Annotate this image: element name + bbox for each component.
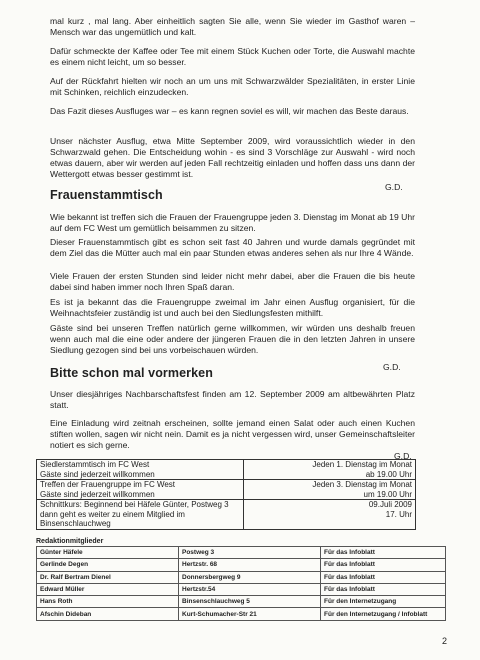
member-role: Für das Infoblatt bbox=[321, 559, 446, 571]
paragraph-frauen-treffen: Wie bekannt ist treffen sich die Frauen der Frauengruppe jeden 3. Dienstag im Monat ab 19 Uhr auf dem FC West um gemütlich beisammen zu sitzen. bbox=[50, 212, 415, 233]
table-cell: Siedlerstammtisch im FC West Gäste sind jederzeit willkommen bbox=[37, 460, 244, 480]
member-address: Postweg 3 bbox=[179, 547, 321, 559]
signature-gd-1: G.D. bbox=[385, 182, 403, 192]
paragraph-frauengruppe-ausflug: Es ist ja bekannt das die Frauengruppe zweimal im Jahr einen Ausflug organisiert, für die Weihnachtsfeier zuständig ist und auch bei den Siedlungsfesten mithilft. bbox=[50, 297, 415, 318]
member-role: Für das Infoblatt bbox=[321, 583, 446, 595]
table-cell: Jeden 1. Dienstag im Monat ab 19.00 Uhr bbox=[244, 460, 416, 480]
paragraph-frauenstammtisch-geschichte: Dieser Frauenstammtisch gibt es schon seit fast 40 Jahren und wurde damals gegründet mit dem Ziel das die Mütter auch mal ein paar Stunden etwas anderes sehen als nur Ihre 4 Wände. bbox=[50, 237, 415, 258]
table-cell: Schnittkurs: Beginnend bei Häfele Günter, Postweg 3 dann geht es weiter zu einem Mitglied im Binsenschlauchweg bbox=[37, 500, 244, 530]
member-name: Günter Häfele bbox=[37, 547, 179, 559]
member-name: Gerlinde Degen bbox=[37, 559, 179, 571]
signature-gd-2: G.D. bbox=[383, 362, 401, 372]
member-role: Für das Infoblatt bbox=[321, 547, 446, 559]
heading-vormerken: Bitte schon mal vormerken bbox=[50, 366, 213, 380]
member-name: Afschin Dideban bbox=[37, 608, 179, 620]
table-row bbox=[37, 583, 446, 595]
table-row bbox=[37, 480, 416, 500]
member-role: Für den Internetzugang bbox=[321, 596, 446, 608]
signature-gd-3: G.D. bbox=[394, 451, 412, 461]
redaktion-title: Redaktionmitglieder bbox=[36, 538, 104, 545]
member-role: Für den Internetzugang / Infoblatt bbox=[321, 608, 446, 620]
table-row bbox=[37, 559, 446, 571]
table-row bbox=[37, 547, 446, 559]
table-row bbox=[37, 596, 446, 608]
redaktion-table bbox=[36, 546, 446, 621]
paragraph-kaffee: Dafür schmeckte der Kaffee oder Tee mit einem Stück Kuchen oder Torte, die Auswahl machte es einem nicht leicht, um so besser. bbox=[50, 46, 415, 67]
member-name: Dr. Ralf Bertram Dienel bbox=[37, 571, 179, 583]
paragraph-rueckfahrt: Auf der Rückfahrt hielten wir noch an um uns mit Schwarzwälder Spezialitäten, in erster Linie mit Schinken, reichlich einzudecken. bbox=[50, 76, 415, 97]
paragraph-einladung: Eine Einladung wird zeitnah erscheinen, sollte jemand einen Salat oder auch einen Kuchen stiften wollen, sagen wir nicht nein. Damit es ja nicht vergessen wird, unser Gemeinschaftsleiter notiert es sich gerne. bbox=[50, 418, 415, 450]
table-row bbox=[37, 500, 416, 530]
table-cell: Treffen der Frauengruppe im FC West Gäste sind jederzeit willkommen bbox=[37, 480, 244, 500]
page-number: 2 bbox=[442, 636, 448, 646]
member-address: Binsenschlauchweg 5 bbox=[179, 596, 321, 608]
member-name: Hans Roth bbox=[37, 596, 179, 608]
paragraph-gaeste: Gäste sind bei unseren Treffen natürlich gerne willkommen, wir würden uns deshalb freuen wenn auch mal die eine oder andere der jüngeren Frauen die in den letzten Jahren in unsere Siedlung gezogen sind bei uns vorbeischauen würden. bbox=[50, 323, 415, 355]
member-role: Für das Infoblatt bbox=[321, 571, 446, 583]
paragraph-gasthof: mal kurz , mal lang. Aber einheitlich sagten Sie alle, wenn Sie wieder im Gasthof waren – Mensch war das ungemütlich und kalt. bbox=[50, 16, 415, 37]
table-row bbox=[37, 608, 446, 620]
table-cell: Jeden 3. Dienstag im Monat um 19.00 Uhr bbox=[244, 480, 416, 500]
member-address: Kurt-Schumacher-Str 21 bbox=[179, 608, 321, 620]
paragraph-viele-frauen: Viele Frauen der ersten Stunden sind leider nicht mehr dabei, aber die Frauen die bis heute dabei sind haben immer noch Ihren Spaß daran. bbox=[50, 271, 415, 292]
table-row bbox=[37, 460, 416, 480]
member-address: Hertzstr.54 bbox=[179, 583, 321, 595]
paragraph-nachbarschaftsfest: Unser diesjähriges Nachbarschaftsfest finden am 12. September 2009 am altbewährten Platz statt. bbox=[50, 389, 415, 410]
member-name: Edward Müller bbox=[37, 583, 179, 595]
heading-frauenstammtisch: Frauenstammtisch bbox=[50, 188, 163, 202]
paragraph-fazit: Das Fazit dieses Ausfluges war – es kann regnen soviel es will, wir machen das Beste daraus. bbox=[50, 106, 409, 116]
paragraph-naechster-ausflug: Unser nächster Ausflug, etwa Mitte September 2009, wird voraussichtlich wieder in den Schwarzwald gehen. Die Entscheidung wohin - es sind 3 Vorschläge zur Auswahl - wird noch etwas dauern, aber wir werden auf jeden Fall rechtzeitig einladen und hoffen dass uns dann der Wettergott etwas besser gestimmt ist. bbox=[50, 136, 415, 179]
table-cell: 09.Juli 2009 17. Uhr bbox=[244, 500, 416, 530]
member-address: Hertzstr. 68 bbox=[179, 559, 321, 571]
dates-table bbox=[36, 459, 416, 530]
member-address: Donnersbergweg 9 bbox=[179, 571, 321, 583]
table-row bbox=[37, 571, 446, 583]
